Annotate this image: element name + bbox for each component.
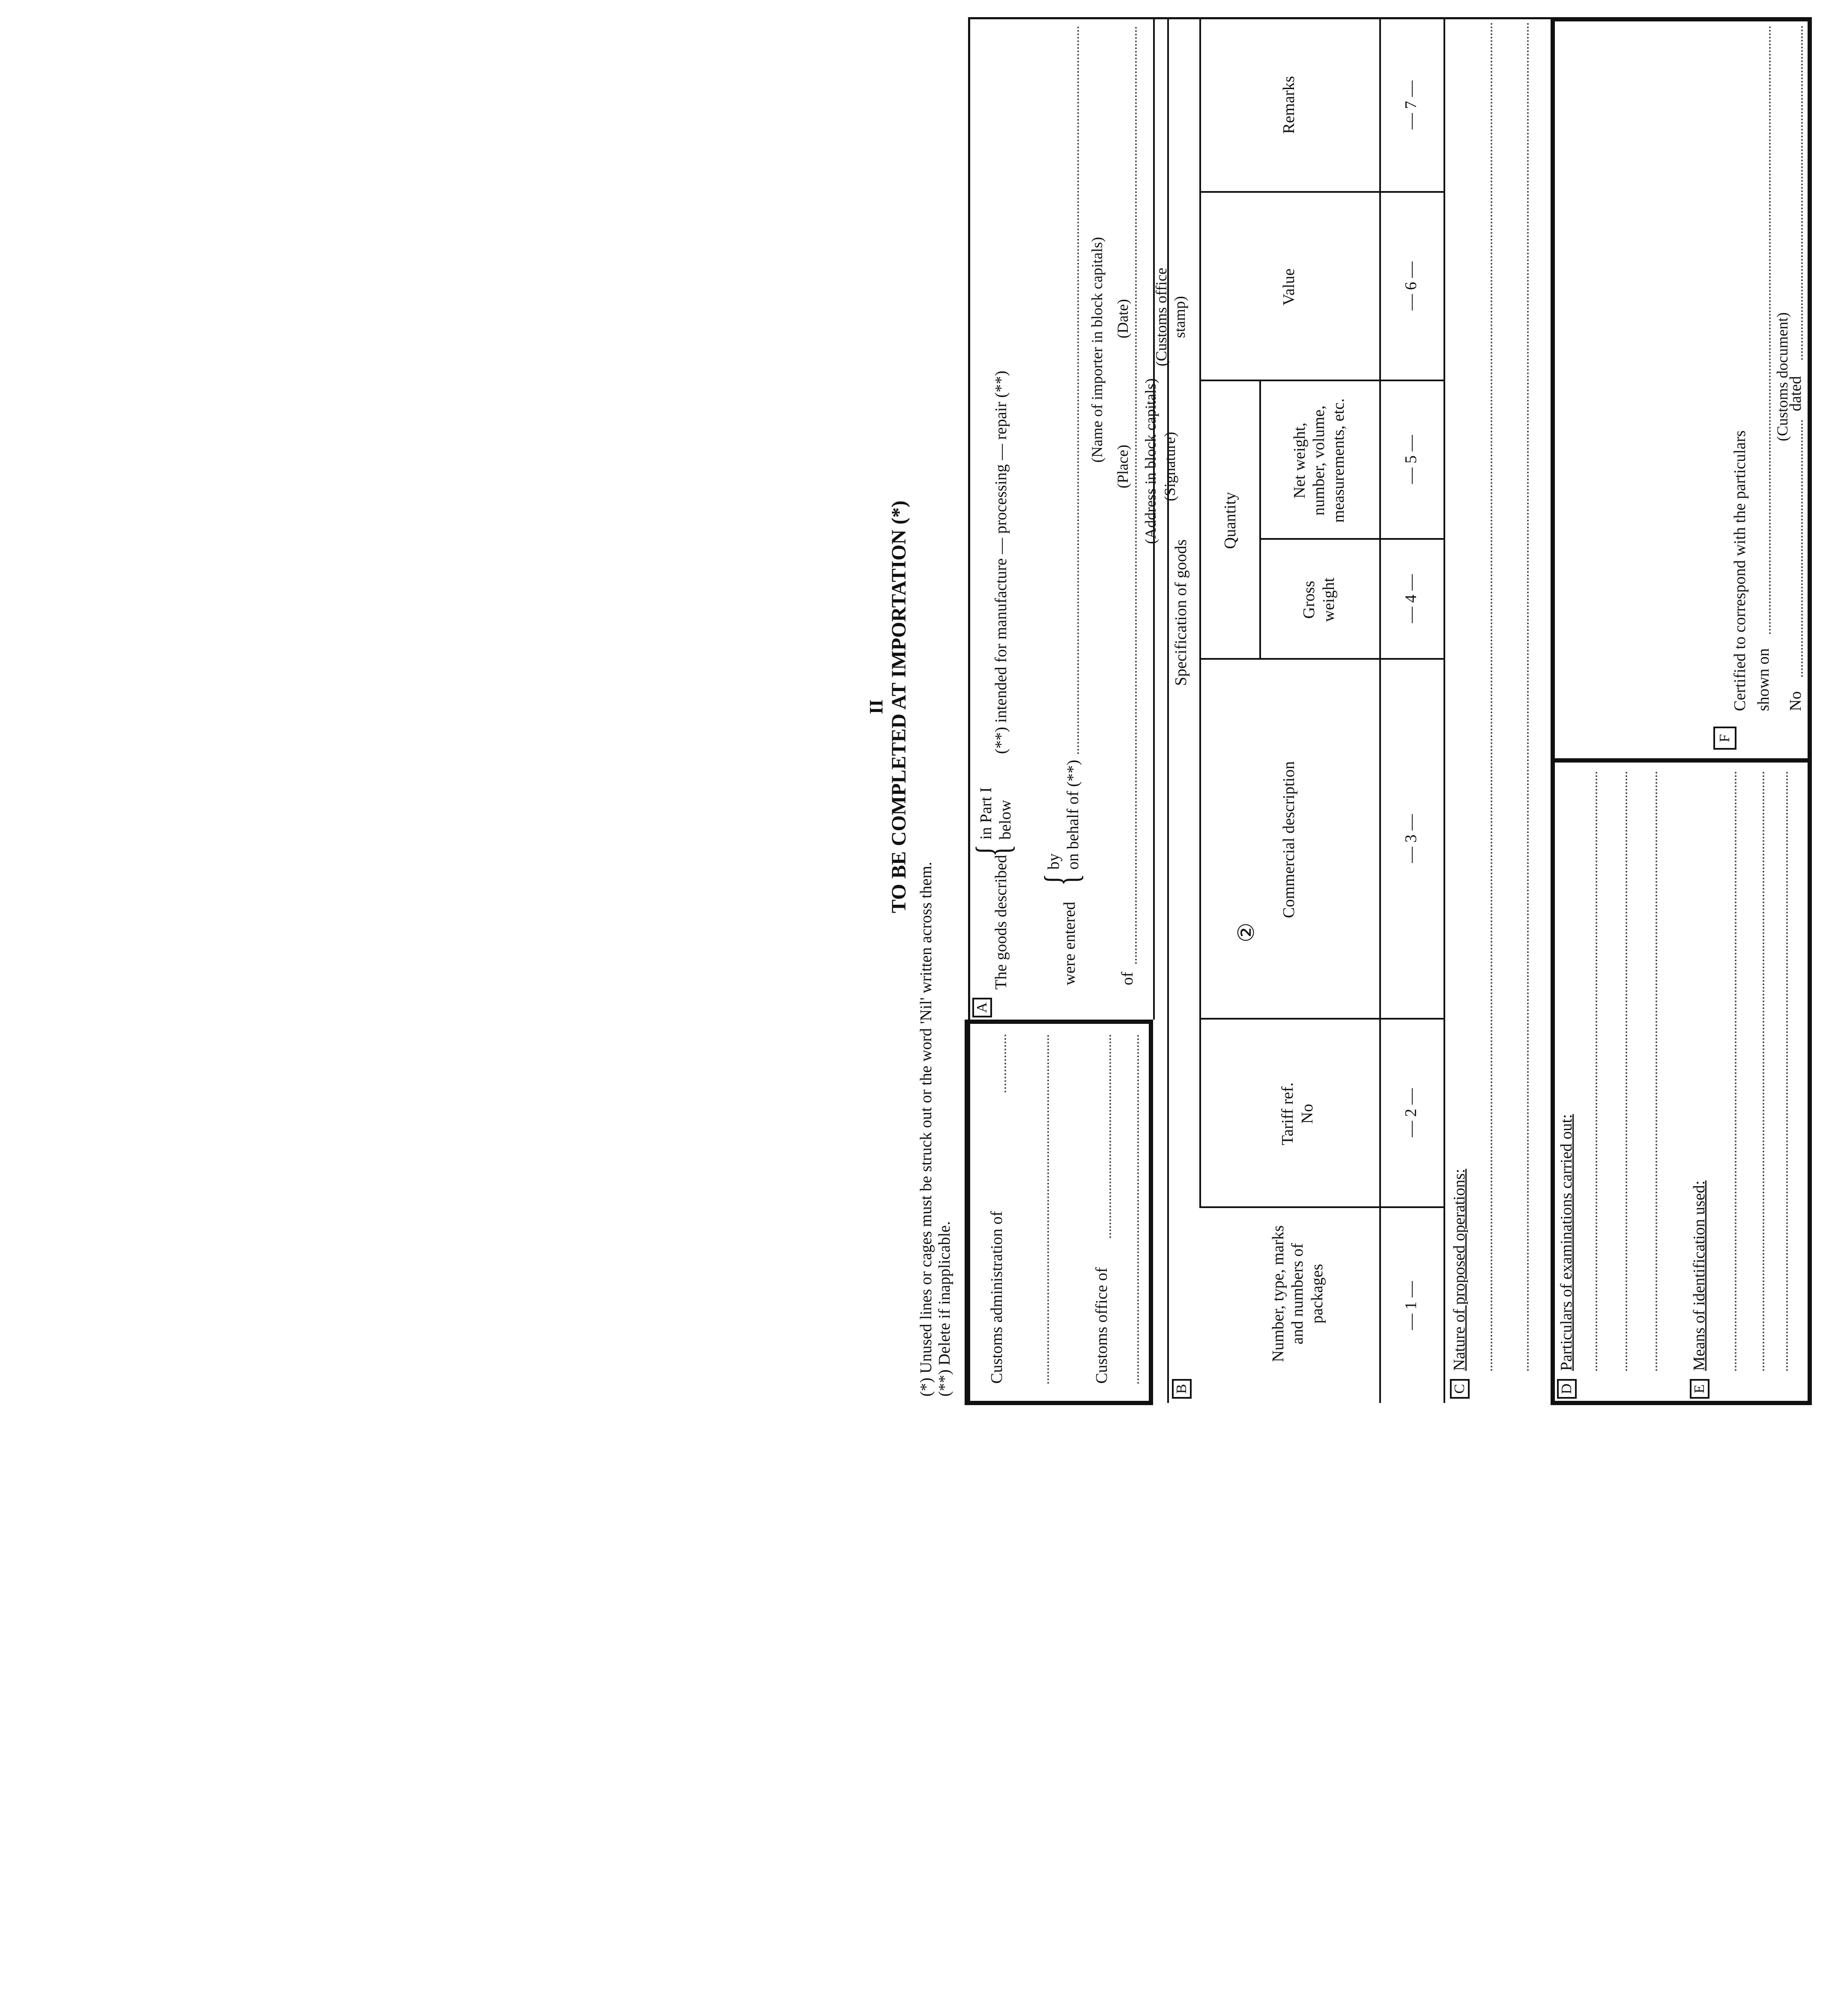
- customs-admin-line-2[interactable]: [1047, 1035, 1049, 1384]
- operations-line-1[interactable]: [1491, 21, 1492, 1371]
- note-delete: (**) Delete if inapplicable.: [935, 1221, 953, 1397]
- examinations-line-2[interactable]: [1626, 771, 1627, 1371]
- importer-address-line[interactable]: [1135, 26, 1137, 964]
- brace-1: {: [966, 844, 1019, 857]
- section-b-letter: B: [1172, 1379, 1192, 1399]
- examination-box: [1551, 17, 1812, 1405]
- certified-label: Certified to correspond with the particulars: [1731, 430, 1749, 711]
- note-unused-lines: (*) Unused lines or cages must be struck out or the word 'Nil' written across them.: [917, 861, 935, 1397]
- identification-line-2[interactable]: [1763, 771, 1764, 1371]
- by-option: by: [1045, 853, 1063, 870]
- identification-line-3[interactable]: [1786, 771, 1788, 1371]
- dated-line[interactable]: [1801, 26, 1803, 360]
- customs-admin-label: Customs administration of: [988, 1211, 1006, 1384]
- identification-line-1[interactable]: [1735, 771, 1736, 1371]
- intended-for-label: (**) intended for manufacture — processing — repair (**): [992, 371, 1010, 754]
- brace-option-below: below: [996, 800, 1014, 840]
- col-5-number: — 5 —: [1402, 435, 1420, 484]
- customs-stamp-caption: (Customs office stamp): [1153, 267, 1189, 367]
- section-e-letter: E: [1690, 1379, 1709, 1399]
- examinations-line-1[interactable]: [1596, 771, 1597, 1371]
- customs-office-line-2[interactable]: [1137, 1035, 1139, 1384]
- no-line[interactable]: [1801, 420, 1803, 677]
- examinations-label: Particulars of examinations carried out:: [1557, 1114, 1575, 1371]
- form-page: [852, 9, 1829, 1405]
- spec-of-goods-header: Specification of goods: [1172, 539, 1190, 686]
- on-behalf-option: on behalf of (**): [1064, 760, 1082, 870]
- quantity-header: Quantity: [1221, 492, 1239, 549]
- customs-admin-line[interactable]: [1004, 1035, 1006, 1092]
- col-1-number: — 1 —: [1402, 1281, 1420, 1330]
- were-entered-label: were entered: [1061, 901, 1079, 985]
- dated-label: dated: [1787, 376, 1805, 411]
- operations-line-2[interactable]: [1527, 21, 1529, 1371]
- col-7-number: — 7 —: [1402, 81, 1420, 129]
- col-6-number: — 6 —: [1402, 261, 1420, 311]
- col-net-weight-header: Net weight, number, volume, measurements, etc.: [1290, 398, 1348, 523]
- page-mark: ②: [1234, 922, 1259, 942]
- no-label: No: [1787, 691, 1805, 711]
- customs-office-line[interactable]: [1109, 1035, 1111, 1238]
- importer-name-line[interactable]: [1077, 26, 1079, 754]
- form-title: TO BE COMPLETED AT IMPORTATION (*): [888, 500, 910, 913]
- examinations-line-3[interactable]: [1656, 771, 1657, 1371]
- identification-label: Means of identification used:: [1690, 1180, 1708, 1371]
- signature-caption: (Signature): [1161, 432, 1178, 501]
- shown-on-line[interactable]: [1769, 26, 1771, 634]
- part-number: II: [866, 699, 887, 715]
- place-caption: (Place): [1114, 445, 1131, 488]
- address-caption: (Address in block capitals): [1142, 378, 1159, 544]
- importer-caption: (Name of importer in block capitals): [1088, 237, 1106, 463]
- brace-2: {: [1035, 873, 1087, 886]
- col-tariff-header: Tariff ref. No: [1279, 1082, 1316, 1146]
- goods-described-label: The goods described: [992, 855, 1010, 990]
- date-caption: (Date): [1114, 299, 1131, 338]
- col-gross-weight-header: Gross weight: [1300, 577, 1338, 622]
- col-remarks-header: Remarks: [1280, 76, 1298, 134]
- section-d-letter: D: [1557, 1379, 1577, 1399]
- col-value-header: Value: [1280, 268, 1298, 306]
- section-a-letter: A: [972, 998, 992, 1017]
- customs-office-label: Customs office of: [1093, 1267, 1111, 1384]
- shown-on-label: shown on: [1754, 648, 1772, 711]
- customs-document-caption: (Customs document): [1774, 312, 1791, 441]
- brace-option-part-i: in Part I: [977, 787, 995, 840]
- col-3-number: — 3 —: [1402, 814, 1420, 863]
- col-description-header: Commercial description: [1280, 761, 1298, 918]
- of-label: of: [1118, 972, 1136, 985]
- col-4-number: — 4 —: [1402, 574, 1420, 623]
- col-packages-header: Number, type, marks and numbers of packages: [1269, 1225, 1326, 1362]
- section-c-letter: C: [1450, 1379, 1470, 1399]
- section-f-letter: F: [1713, 727, 1736, 750]
- col-2-number: — 2 —: [1402, 1088, 1420, 1137]
- nature-of-operations-label: Nature of proposed operations:: [1450, 1169, 1468, 1371]
